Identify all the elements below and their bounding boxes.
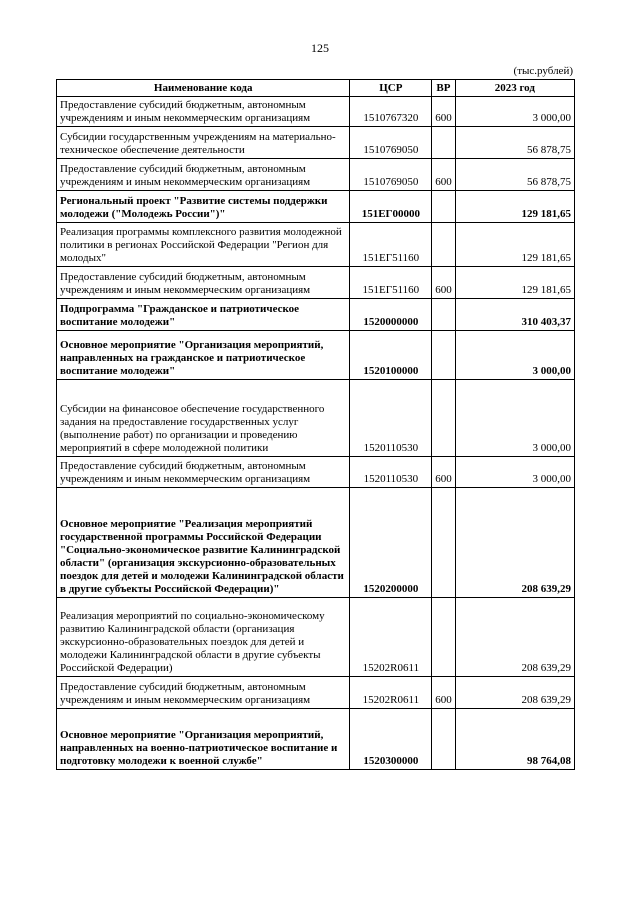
row-csr: 1510767320 [350, 97, 432, 127]
row-vr: 600 [432, 267, 455, 299]
row-vr [432, 598, 455, 677]
row-csr: 1520100000 [350, 331, 432, 380]
table-header-row [57, 80, 575, 97]
row-name: Реализация мероприятий по социально-экономическому развитию Калининградской области (организация экскурсионно-образовательных поездок для детей и молодежи Калининградской области в другие субъекты Российской Федерации) [57, 598, 350, 677]
row-vr [432, 380, 455, 457]
header-sum: 2023 год [455, 80, 574, 97]
row-sum: 208 639,29 [455, 677, 574, 709]
table-row [57, 299, 575, 331]
table-row [57, 331, 575, 380]
row-sum: 56 878,75 [455, 159, 574, 191]
row-vr [432, 299, 455, 331]
row-csr: 1510769050 [350, 159, 432, 191]
row-name: Региональный проект "Развитие системы поддержки молодежи ("Молодежь России")" [57, 191, 350, 223]
row-csr: 151ЕГ00000 [350, 191, 432, 223]
row-name: Подпрограмма "Гражданское и патриотическое воспитание молодежи" [57, 299, 350, 331]
table-row [57, 159, 575, 191]
row-name: Предоставление субсидий бюджетным, автономным учреждениям и иным некоммерческим организациям [57, 457, 350, 488]
budget-table [56, 79, 575, 770]
row-csr: 15202R0611 [350, 677, 432, 709]
page-number: 125 [311, 41, 329, 55]
row-vr: 600 [432, 677, 455, 709]
row-sum: 310 403,37 [455, 299, 574, 331]
header-name: Наименование кода [57, 80, 350, 97]
row-vr [432, 709, 455, 770]
row-sum: 3 000,00 [455, 97, 574, 127]
row-sum: 3 000,00 [455, 380, 574, 457]
header-vr: ВР [432, 80, 455, 97]
row-vr [432, 191, 455, 223]
table-row [57, 380, 575, 457]
row-name: Основное мероприятие "Реализация мероприятий государственной программы Российской Федерации "Социально-экономическое развитие Калининградской области" (организация экскурсионно-образовательных поездок для детей и молодежи Калининградской области в другие субъекты Российской Федерации)" [57, 488, 350, 598]
units-note: (тыс.рублей) [513, 65, 573, 77]
row-sum: 129 181,65 [455, 267, 574, 299]
row-sum: 129 181,65 [455, 223, 574, 267]
table-row [57, 223, 575, 267]
row-name: Основное мероприятие "Организация мероприятий, направленных на гражданское и патриотическое воспитание молодежи" [57, 331, 350, 380]
table-row [57, 709, 575, 770]
table-row [57, 677, 575, 709]
row-vr [432, 223, 455, 267]
row-name: Предоставление субсидий бюджетным, автономным учреждениям и иным некоммерческим организациям [57, 97, 350, 127]
row-name: Предоставление субсидий бюджетным, автономным учреждениям и иным некоммерческим организациям [57, 267, 350, 299]
row-csr: 1520110530 [350, 380, 432, 457]
row-csr: 1510769050 [350, 127, 432, 159]
row-name: Субсидии на финансовое обеспечение государственного задания на предоставление государственных услуг (выполнение работ) по организации и проведению мероприятий в сфере молодежной политики [57, 380, 350, 457]
row-vr [432, 127, 455, 159]
row-csr: 1520000000 [350, 299, 432, 331]
table-row [57, 457, 575, 488]
table-row [57, 598, 575, 677]
table-row [57, 267, 575, 299]
row-sum: 208 639,29 [455, 598, 574, 677]
row-csr: 15202R0611 [350, 598, 432, 677]
row-csr: 1520110530 [350, 457, 432, 488]
row-csr: 151ЕГ51160 [350, 267, 432, 299]
row-name: Предоставление субсидий бюджетным, автономным учреждениям и иным некоммерческим организациям [57, 159, 350, 191]
row-sum: 56 878,75 [455, 127, 574, 159]
row-sum: 3 000,00 [455, 331, 574, 380]
row-csr: 151ЕГ51160 [350, 223, 432, 267]
row-vr: 600 [432, 159, 455, 191]
table-row [57, 127, 575, 159]
row-sum: 3 000,00 [455, 457, 574, 488]
row-vr [432, 331, 455, 380]
table-row [57, 97, 575, 127]
table-row [57, 191, 575, 223]
row-sum: 98 764,08 [455, 709, 574, 770]
table-row [57, 488, 575, 598]
row-vr: 600 [432, 457, 455, 488]
row-name: Субсидии государственным учреждениям на материально-техническое обеспечение деятельности [57, 127, 350, 159]
row-vr [432, 488, 455, 598]
header-csr: ЦСР [350, 80, 432, 97]
row-csr: 1520200000 [350, 488, 432, 598]
row-sum: 208 639,29 [455, 488, 574, 598]
row-name: Основное мероприятие "Организация мероприятий, направленных на военно-патриотическое воспитание и подготовку молодежи к военной службе" [57, 709, 350, 770]
row-vr: 600 [432, 97, 455, 127]
row-name: Предоставление субсидий бюджетным, автономным учреждениям и иным некоммерческим организациям [57, 677, 350, 709]
row-name: Реализация программы комплексного развития молодежной политики в регионах Российской Федерации "Регион для молодых" [57, 223, 350, 267]
row-csr: 1520300000 [350, 709, 432, 770]
row-sum: 129 181,65 [455, 191, 574, 223]
